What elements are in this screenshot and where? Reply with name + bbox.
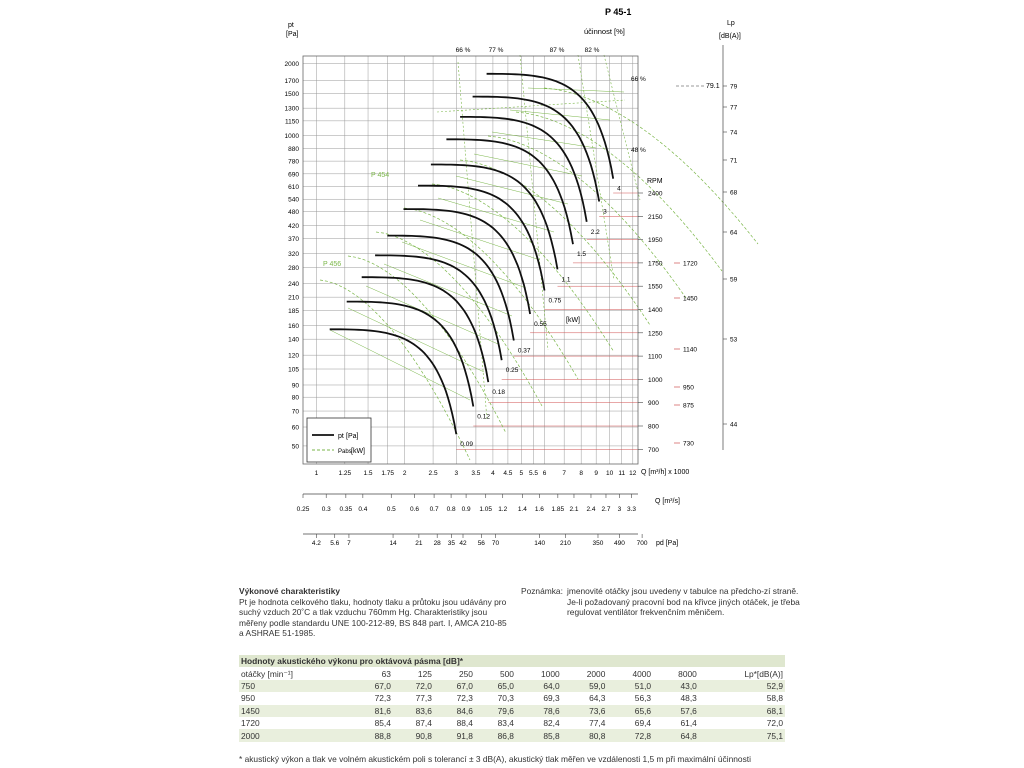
q2-tick-label: 1.05 [479,506,493,513]
q2-tick-label: 0.25 [296,506,310,513]
power-curve-label-1: P 454 [371,172,390,179]
q2-tick-label: 0.8 [446,506,456,513]
table-cell: 72,0 [393,680,434,692]
table-header-row [239,667,785,679]
q-tick-label: 7 [562,470,566,477]
description-body: Pt je hodnota celkového tlaku, hodnoty tlaku a průtoku jsou udávány pro suchý vzduch 20˚C a tlak vzduchu 760mm Hg. Charakteristiky jsou měřeny podle standardu UNE 100-212-89, BS 848 part. I, AMCA 210-85 a ASHRAE 51-1985. [239,596,507,639]
table-row [239,717,785,729]
table-cell: 1720 [241,718,260,729]
lp-tick-label: 68 [730,189,738,197]
chart-legend [307,418,371,462]
rpm-label: RPM [647,178,663,185]
pd-tick-label: 350 [592,540,604,547]
lp-tick-label: 79 [730,83,738,91]
q-tick-label: 3.5 [471,470,481,477]
q-tick-label: 1.5 [363,470,373,477]
y-tick-label: 1150 [285,118,299,126]
power-value-label: 0.55 [534,320,547,328]
table-cell: 59,0 [562,680,608,692]
pd-tick-label: 210 [560,540,571,547]
y-tick-label: 140 [288,336,299,344]
footnote: * akustický výkon a tlak ve volném akustickém poli s tolerancí ± 3 dB(A), akustický tlak měřen ve vzdálenosti 1,5 m při maximální účinnosti [239,754,751,764]
table-cell: 87,4 [415,718,432,729]
power-value-label: 0.18 [492,389,505,397]
efficiency-value-label: 77 % [488,47,504,54]
q2-tick-label: 3 [617,506,622,513]
table-cell: 85,4 [374,718,391,729]
power-value-label: 0.75 [548,297,562,305]
table-cell: 57,6 [653,705,699,717]
description-heading: Výkonové charakteristiky [239,586,341,596]
table-cell: 70,3 [497,693,514,704]
rpm-tick-label: 1950 [648,237,663,245]
table-cell: 85,8 [516,729,562,741]
table-cell: 61,4 [680,718,697,729]
y-tick-label: 60 [291,424,299,432]
header-cell: otáčky [min⁻¹] [241,668,293,679]
efficiency-value-label: 87 % [549,47,565,54]
header-cell: 2000 [586,668,606,679]
table-cell: 64,3 [589,693,606,704]
y-axis-symbol: pt [288,22,294,29]
q-tick-label: 10 [605,470,614,477]
y-tick-label: 240 [288,280,299,288]
table-cell: 78,6 [516,705,562,717]
lp-tick-label: 71 [730,157,738,165]
pd-tick-label: 70 [491,540,500,547]
rpm-tick-label: 1250 [648,330,663,338]
q-tick-label: 5 [519,470,524,477]
table-cell: 58,8 [766,693,783,704]
table-cell: 43,0 [653,680,699,692]
q2-tick-label: 0.3 [321,506,331,513]
lp-marker-value: 79.1 [706,83,720,90]
power-value-label: 3 [603,208,607,216]
table-cell: 72,3 [456,693,473,704]
header-cell: 1000 [541,668,560,679]
y-tick-label: 780 [288,158,299,166]
q2-tick-label: 0.7 [429,506,439,513]
pd-tick-label: 700 [636,540,648,547]
pd-axis-unit: pd [Pa] [656,540,679,547]
power-value-label: 0.25 [505,367,519,375]
pd-tick-label: 140 [534,540,546,547]
pd-tick-label: 5.6 [330,540,340,547]
table-cell: 83,4 [497,718,514,729]
rpm-tick-label: 1750 [648,260,663,268]
efficiency-diagonal [420,220,540,260]
table-cell: 1450 [239,705,352,717]
chart-grid [303,56,704,464]
y-tick-label: 880 [288,146,299,154]
table-cell: 65,6 [607,705,653,717]
y-tick-label: 480 [288,208,299,216]
rpm-tick-label: 1400 [648,307,663,314]
chart-axes [303,45,727,538]
pressure-curve-rpm [375,255,502,360]
q-tick-label: 2.5 [428,470,438,477]
table-cell: 77,3 [415,693,432,704]
lp-rpm-marker-label: 950 [683,384,694,392]
legend-symbol-pt: pt [338,433,344,440]
rpm-tick-label: 700 [648,446,659,454]
q2-tick-label: 1.6 [534,506,544,513]
header-cell: 4000 [632,668,652,679]
lp-rpm-marker-label: 1720 [683,260,698,268]
lp-unit: [dB(A)] [719,33,741,40]
q2-tick-label: 0.6 [409,506,419,513]
y-tick-label: 540 [288,196,299,204]
q-tick-label: 6 [542,470,547,477]
y-tick-label: 105 [288,366,299,374]
power-curve-dashed [404,208,578,379]
efficiency-right-label: 66 % [631,76,646,83]
power-curve-label-2: P 456 [323,261,342,268]
q-tick-label: 5.5 [528,470,538,477]
y-tick-label: 280 [288,264,299,272]
table-cell: 72,8 [607,729,653,741]
q-tick-label: 11 [618,470,626,477]
q2-tick-label: 2.1 [569,506,579,513]
rpm-tick-label: 1000 [648,376,663,384]
table-cell: 88,4 [456,718,473,729]
q2-axis-unit: Q [m³/s] [655,498,680,505]
efficiency-diagonal [456,176,568,204]
table-cell: 69,4 [634,718,652,729]
q2-tick-label: 0.4 [358,506,368,513]
note-text: jmenovité otáčky jsou uvedeny v tabulce na předcho-zí straně. Je-li požadovaný pracovní bod na křivce jiných otáček, je třeba regulovat ventilátor frekvenčním měničem. [567,586,800,618]
pressure-curve-rpm [487,74,614,179]
rpm-tick-label: 1100 [648,353,662,361]
y-tick-label: 1300 [284,105,299,113]
table-cell: 64,8 [653,729,699,741]
table-cell: 91,8 [434,729,475,741]
pd-tick-label: 490 [613,540,625,547]
efficiency-right-label: 48 % [631,147,646,154]
y-tick-label: 1700 [284,77,299,85]
q-axis-unit: Q [m³/h] x 1000 [641,469,690,476]
pressure-curve-rpm [404,209,531,314]
efficiency-value-label: 66 % [455,47,471,54]
lp-rpm-marker-label: 1450 [683,295,698,303]
table-cell: 2000 [239,729,352,741]
y-tick-label: 120 [288,352,299,360]
rpm-tick-label: 2150 [648,213,663,221]
y-tick-label: 90 [291,382,299,390]
legend-box [307,418,371,462]
power-value-label: 0.09 [460,441,473,449]
q-tick-label: 1.75 [381,470,394,477]
y-tick-label: 1000 [284,132,299,140]
efficiency-label: účinnost [%] [584,27,625,36]
q-tick-label: 9 [594,470,598,477]
pd-tick-label: 42 [459,540,467,547]
lp-label: Lp [727,20,735,27]
power-curve-dashed [376,232,542,406]
header-cell: 250 [458,668,473,679]
y-tick-label: 160 [288,322,299,330]
y-tick-label: 420 [288,222,299,230]
pressure-curves [330,74,614,434]
table-cell: 68,1 [699,705,785,717]
pressure-curve-rpm [347,302,474,407]
efficiency-value-label: 82 % [584,47,600,54]
table-title-row [239,655,785,667]
header-cell: 500 [499,668,514,679]
table-cell: 56,3 [634,693,652,704]
table-cell: 750 [239,680,352,692]
y-tick-label: 320 [288,250,299,258]
lp-tick-label: 44 [730,421,738,429]
lp-tick-label: 59 [730,276,738,284]
rpm-tick-label: 900 [648,400,659,408]
table-row [239,692,785,704]
table-cell: 72,3 [374,693,391,704]
y-tick-label: 185 [288,307,299,315]
table-cell: 67,0 [434,680,475,692]
q-tick-label: 3 [454,470,459,477]
q2-tick-label: 0.9 [461,506,471,513]
rpm-tick-label: 800 [648,423,659,431]
q-tick-label: 1 [314,470,319,477]
table-row [239,705,785,717]
table-cell: 51,0 [607,680,653,692]
table-cell: 81,6 [352,705,393,717]
table-title: Hodnoty akustického výkonu pro oktávová pásma [dB]* [239,655,785,667]
acoustic-power-table [239,655,785,742]
y-axis-unit: [Pa] [286,31,299,38]
table-cell: 88,8 [352,729,393,741]
rpm-tick-label: 1550 [648,283,663,291]
power-value-label: 0.37 [517,347,531,355]
pd-tick-label: 28 [433,540,441,547]
lp-rpm-marker-label: 730 [683,440,694,448]
note-label: Poznámka: [521,586,563,596]
table-cell: 77,4 [589,718,606,729]
table-cell: 82,4 [543,718,560,729]
table-cell: 69,3 [543,693,560,704]
pd-tick-label: 56 [477,540,485,547]
y-tick-label: 610 [288,184,299,192]
table-row [239,729,785,741]
legend-unit-pabs: [kW] [351,448,365,455]
table-cell: 950 [241,693,255,704]
pressure-curve-rpm [362,277,489,382]
lp-tick-label: 74 [730,129,738,137]
y-tick-label: 690 [288,171,299,179]
lp-tick-label: 64 [730,229,738,237]
q2-tick-label: 1.2 [498,506,508,513]
table-cell: 65,0 [475,680,516,692]
q-tick-label: 2 [402,470,407,477]
table-cell: 79,6 [475,705,516,717]
power-value-label: 0.12 [477,413,490,421]
lp-tick-label: 53 [730,336,738,344]
table-cell: 80,8 [562,729,608,741]
header-cell: 125 [417,668,432,679]
power-value-label: 2.2 [590,228,600,236]
q2-tick-label: 0.5 [386,506,396,513]
table-cell: 86,8 [475,729,516,741]
q2-tick-label: 3.3 [626,506,637,513]
q-tick-label: 1.25 [338,470,352,477]
table-cell: 90,8 [393,729,434,741]
y-tick-label: 370 [288,235,299,243]
table-cell: 75,1 [699,729,785,741]
header-cell: Lp*[dB(A)] [744,668,783,679]
table-cell: 52,9 [699,680,785,692]
performance-description [239,586,507,639]
power-unit: [kW] [566,317,580,324]
power-value-label: 1.5 [576,251,587,259]
y-tick-label: 70 [291,408,299,416]
lp-rpm-marker-label: 875 [683,402,694,410]
pd-tick-label: 4.2 [311,540,321,547]
table-cell: 83,6 [393,705,434,717]
q2-tick-label: 1.85 [551,506,565,513]
power-value-label: 1.1 [561,276,571,284]
table-cell: 72,0 [766,718,783,729]
q-tick-label: 4.5 [503,470,513,477]
table-row [239,680,785,692]
chart-title: P 45-1 [605,7,632,17]
efficiency-diagonal [348,308,484,372]
y-tick-label: 50 [291,443,299,451]
header-cell: 63 [381,668,391,679]
q2-tick-label: 0.35 [339,506,353,513]
y-tick-label: 80 [291,394,299,402]
q-tick-label: 4 [491,470,495,477]
pd-tick-label: 35 [447,540,456,547]
q2-tick-label: 1.4 [517,506,527,513]
q-tick-label: 8 [579,470,583,477]
table-cell: 48,3 [680,693,697,704]
efficiency-line [437,100,625,112]
pressure-curve-rpm [473,97,600,202]
q-tick-label: 12 [629,470,637,477]
legend-symbol-pabs: Pabs [338,449,352,455]
header-cell: 8000 [678,668,697,679]
pd-tick-label: 21 [415,540,423,547]
lp-rpm-marker-label: 1140 [683,346,697,354]
y-tick-label: 210 [288,294,299,302]
pressure-curve-rpm [387,236,514,341]
legend-unit-pt: [Pa] [346,433,359,440]
table-cell: 73,6 [562,705,608,717]
lp-tick-label: 77 [730,104,738,112]
pd-tick-label: 7 [347,540,351,547]
q2-tick-label: 2.7 [601,506,611,513]
table-cell: 64,0 [516,680,562,692]
power-value-label: 4 [617,185,621,193]
q2-tick-label: 2.4 [586,506,596,513]
pd-tick-label: 14 [389,540,397,547]
y-tick-label: 2000 [284,60,299,68]
y-tick-label: 1500 [284,90,299,98]
table-cell: 84,6 [434,705,475,717]
rpm-tick-label: 2400 [648,190,663,198]
table-cell: 67,0 [352,680,393,692]
